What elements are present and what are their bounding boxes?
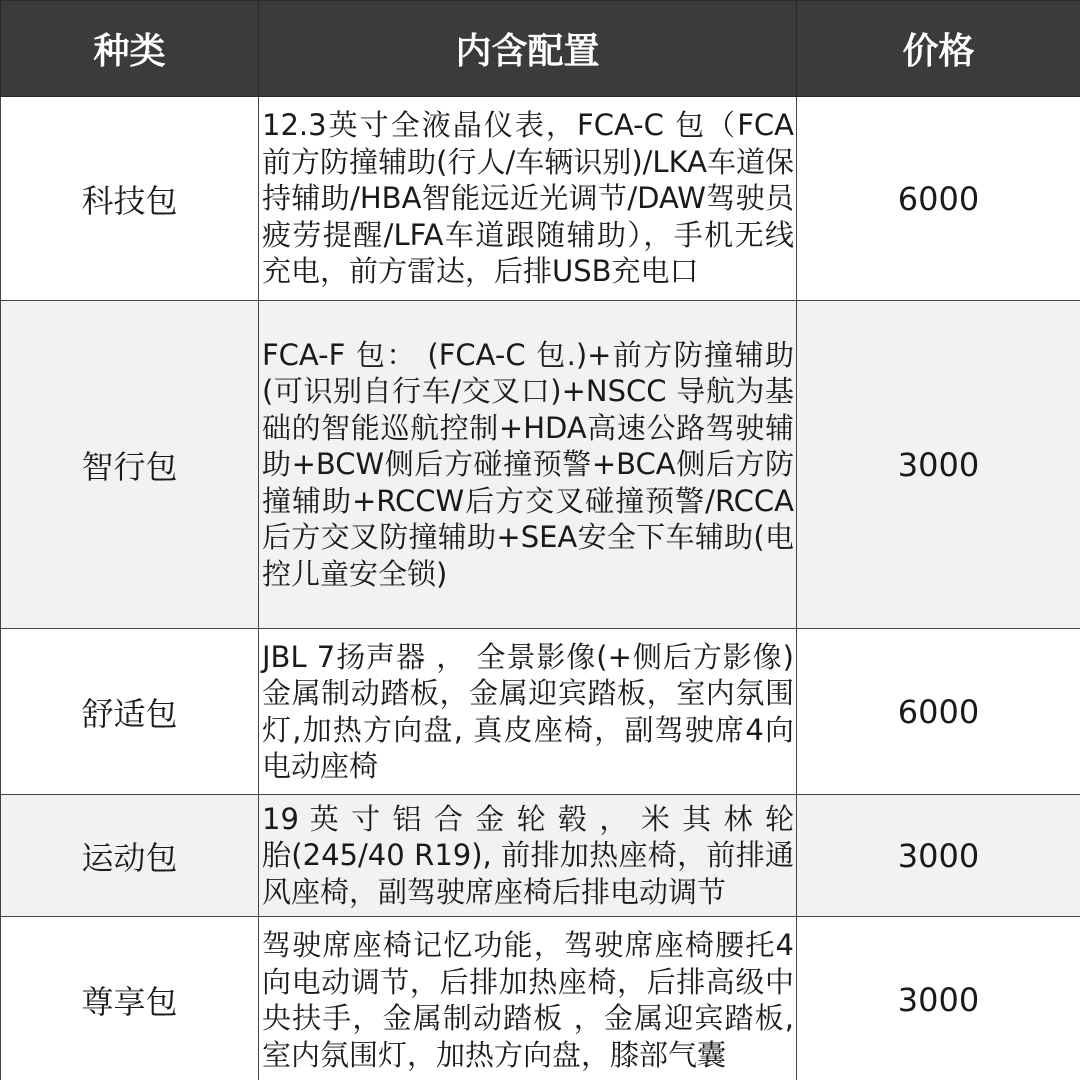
package-price: 6000 [797,629,1080,795]
header-content: 内含配置 [259,1,797,97]
package-content: 12.3英寸全液晶仪表，FCA-C 包（FCA前方防撞辅助(行人/车辆识别)/LKA车道保持辅助/HBA智能远近光调节/DAW驾驶员疲劳提醒/LFA车道跟随辅助），手机无线充电，前方雷达，后排USB充电口 [259,97,797,301]
package-content: 驾驶席座椅记忆功能，驾驶席座椅腰托4向电动调节，后排加热座椅，后排高级中央扶手，金属制动踏板 ，金属迎宾踏板, 室内氛围灯，加热方向盘，膝部气囊 [259,917,797,1080]
package-name: 科技包 [1,97,259,301]
table-row [1,795,1080,917]
table-row [1,301,1080,629]
package-name: 智行包 [1,301,259,629]
package-content: JBL 7扬声器 ， 全景影像(+侧后方影像)金属制动踏板，金属迎宾踏板，室内氛围灯,加热方向盘, 真皮座椅，副驾驶席4向电动座椅 [259,629,797,795]
package-price: 3000 [797,917,1080,1080]
package-price: 3000 [797,795,1080,917]
header-price: 价格 [797,1,1080,97]
package-price: 6000 [797,97,1080,301]
package-content: 19 英 寸 铝 合 金 轮 毂 ， 米 其 林 轮 胎(245/40 R19), 前排加热座椅，前排通风座椅，副驾驶席座椅后排电动调节 [259,795,797,917]
package-name: 舒适包 [1,629,259,795]
table-header-row [1,1,1080,97]
header-kind: 种类 [1,1,259,97]
table-row [1,97,1080,301]
table-row [1,629,1080,795]
package-name: 运动包 [1,795,259,917]
package-name: 尊享包 [1,917,259,1080]
table-row [1,917,1080,1080]
package-content: FCA-F 包： (FCA-C 包.)+前方防撞辅助(可识别自行车/交叉口)+NSCC 导航为基础的智能巡航控制+HDA高速公路驾驶辅助+BCW侧后方碰撞预警+BCA侧后方防撞辅助+RCCW后方交叉碰撞预警/RCCA后方交叉防撞辅助+SEA安全下车辅助(电控儿童安全锁) [259,301,797,629]
package-price: 3000 [797,301,1080,629]
